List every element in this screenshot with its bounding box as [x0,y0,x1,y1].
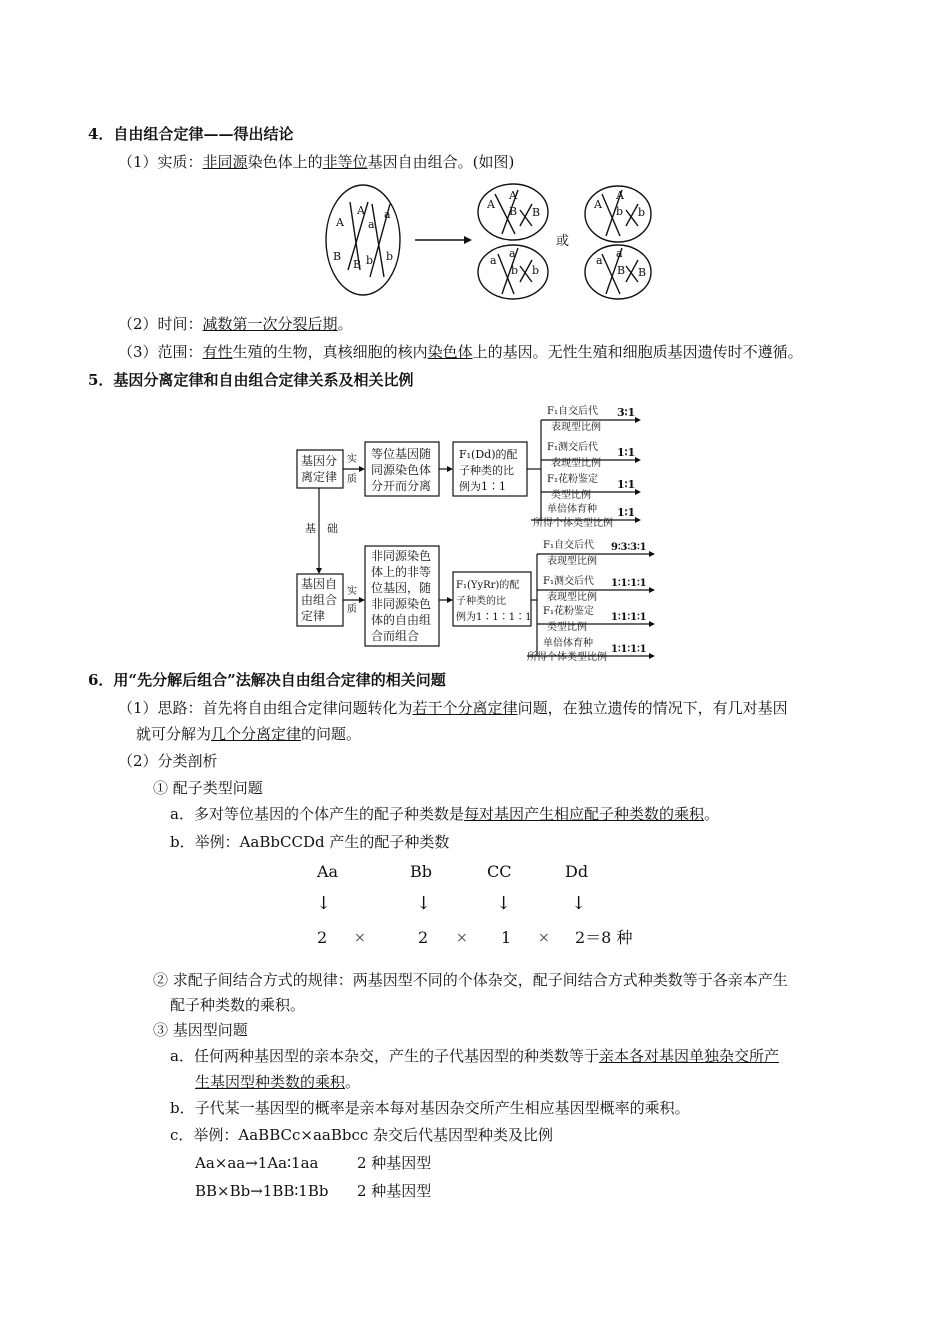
branch-label: 类型比例 [551,490,591,501]
blank-non-allelic: 非等位 [322,153,368,171]
text: 生殖的生物，真核细胞的核内 [232,343,428,361]
gene-label: a [596,254,603,267]
gene-label: A [357,204,365,217]
text: 问题，在独立遗传的情况下，有几对基因 [517,699,788,717]
branch-label: 单倍体育种 [543,638,593,649]
branch-label: 所得个体类型比例 [527,652,607,662]
count-value: 1 [501,928,512,947]
flow-text: 实 [347,454,357,465]
flow-text: 例为1∶1 [459,480,506,493]
essence-line [118,152,514,172]
gene-label: B [638,266,647,279]
gene-label: A [616,189,624,202]
ratio-value: 1∶1∶1∶1 [611,612,647,623]
down-arrow-icon: ↓ [571,893,587,914]
count-value: 2 [317,928,328,947]
blank-meiosis-stage: 减数第一次分裂后期 [202,315,338,333]
section-6-heading: 6．用“先分解后组合”法解决自由组合定律的相关问题 [88,671,446,689]
approach-line-2 [136,724,361,744]
down-arrow-icon: ↓ [316,893,332,914]
text: a．多对等位基因的个体产生的配子种类数是 [170,805,464,823]
combination-rule-line: ② 求配子间结合方式的规律：两基因型不同的个体杂交，配子间结合方式种类数等于各亲本产生 [153,971,788,989]
flow-text: 同源染色体 [371,463,432,477]
gene-pair: Bb [410,862,432,881]
down-arrow-icon: ↓ [496,893,512,914]
gene-label: a [509,247,516,260]
basis-label: 础 [327,522,338,535]
gene-pair: CC [487,862,512,881]
text: 。 [337,315,353,333]
text: a．任何两种基因型的亲本杂交，产生的子代基因型的种类数等于 [170,1047,599,1065]
classification-heading: （2）分类剖析 [118,752,218,770]
branch-label: F₁自交后代 [547,406,598,417]
branch-label: 单倍体育种 [547,504,597,515]
ratio-value: 1∶1∶1∶1 [611,578,647,589]
cross-row-aa: Aa×aa→1Aa∶1aa [195,1154,319,1172]
blank-genotype-product-2: 生基因型种类数的乘积 [195,1073,346,1091]
gene-pair: Dd [565,862,589,881]
blank-several-laws: 几个分离定律 [211,725,302,743]
gene-label: A [509,189,517,202]
flow-text: 子种类的比 [456,596,506,607]
flow-text: 质 [347,604,357,615]
basis-label: 基 [305,522,316,535]
gene-label: b [638,206,646,219]
times-sign: × [456,930,468,946]
ratio-value: 1∶1 [617,506,636,519]
branch-label: F₁花粉鉴定 [543,606,594,617]
text: 基因自由组合。(如图) [367,153,515,171]
branch-label: F₁测交后代 [543,576,594,587]
scope-label: （3）范围： [118,343,203,361]
branch-label: 表现型比例 [547,592,597,603]
gene-label: A [336,216,344,229]
time-label: （2）时间： [118,315,203,333]
blank-product-rule: 每对基因产生相应配子种类数的乘积 [463,805,704,823]
flow-text: 分开而分离 [371,479,432,493]
flow-text: 非同源染色 [371,597,432,611]
blank-several-segregation: 若干个分离定律 [412,699,518,717]
text: 的问题。 [301,725,362,743]
blank-genotype-product: 亲本各对基因单独杂交所产 [598,1047,779,1065]
branch-label: F₁自交后代 [543,540,594,551]
section-5-heading: 5．基因分离定律和自由组合定律关系及相关比例 [88,371,414,389]
blank-non-homologous: 非同源 [202,153,248,171]
essence-label: （1）实质： [118,153,203,171]
gamete-example-line: b．举例：AaBbCCDd 产生的配子种类数 [170,833,450,851]
branch-label: 表现型比例 [551,422,601,433]
flow-text: 离定律 [301,470,338,484]
text: 上的基因。无性生殖和细胞质基因遗传时不遵循。 [472,343,803,361]
gene-label: b [366,254,374,267]
flow-text: 例为1∶1∶1∶1 [456,612,532,623]
relationship-flowchart [295,402,665,662]
down-arrow-icon: ↓ [416,893,432,914]
gene-label: a [490,254,497,267]
gene-label: B [353,258,362,271]
gene-label: a [616,247,623,260]
branch-label: F₁测交后代 [547,442,598,453]
branch-label: 类型比例 [547,622,587,633]
cross-row-aa-types: 2 种基因型 [357,1154,432,1172]
genotype-heading: ③ 基因型问题 [153,1021,248,1039]
gene-pair: Aa [317,862,339,881]
gene-label: b [511,264,519,277]
branch-label: 表现型比例 [551,458,601,469]
combination-rule-line-2: 配子种类数的乘积。 [170,996,306,1014]
cross-row-bb-types: 2 种基因型 [357,1182,432,1200]
genotype-rule-a-2 [195,1072,360,1092]
flow-text: 实 [347,586,357,597]
times-sign: × [538,930,550,946]
cross-row-bb: BB×Bb→1BB∶1Bb [195,1182,329,1200]
ratio-value: 9∶3∶3∶1 [611,542,647,553]
genotype-rule-a [170,1046,779,1066]
gene-label: a [368,218,375,231]
text: 。 [703,805,719,823]
text: （1）思路：首先将自由组合定律问题转化为 [118,699,413,717]
branch-label: 表现型比例 [547,556,597,567]
or-label: 或 [556,234,570,249]
flow-text: 质 [347,474,357,485]
gamete-rule-line [170,804,719,824]
flow-text: 体上的非等 [371,565,432,579]
gene-label: B [532,206,541,219]
gene-label: B [617,264,626,277]
flow-text: 子种类的比 [459,464,514,477]
flow-text: 体的自由组 [371,613,432,627]
ratio-value: 1∶1 [617,478,636,491]
flow-text: 定律 [301,609,326,623]
blank-chromosome: 染色体 [427,343,473,361]
approach-line [118,698,788,718]
flow-text: F₁(YyRr)的配 [456,580,520,591]
text: 染色体上的 [247,153,323,171]
gene-label: b [386,250,394,263]
flow-text: 基因自 [301,577,338,591]
parent-cell [326,185,400,295]
gene-label: A [594,198,602,211]
section-4-heading: 4．自由组合定律——得出结论 [88,125,294,143]
gamete-type-heading: ① 配子类型问题 [153,779,263,797]
count-value: 2 [418,928,429,947]
flow-text: 位基因，随 [371,581,432,595]
time-line [118,314,353,334]
flow-text: 等位基因随 [371,447,432,461]
flow-text: F₁(Dd)的配 [459,448,518,461]
gene-label: B [509,205,518,218]
times-sign: × [354,930,366,946]
ratio-value: 3∶1 [617,406,636,419]
genotype-example-line: c．举例：AaBBCc×aaBbcc 杂交后代基因型种类及比例 [170,1126,554,1144]
gene-label: B [333,250,342,263]
chromosome-diagram [320,182,660,302]
flow-text: 合而组合 [371,629,420,643]
scope-line [118,342,803,362]
text: 。 [345,1073,361,1091]
flow-text: 非同源染色 [371,549,432,563]
gene-label: a [384,208,391,221]
branch-label: F₁花粉鉴定 [547,474,598,485]
flow-text: 由组合 [301,593,338,607]
branch-label: 所得个体类型比例 [533,518,613,529]
ratio-value: 1∶1∶1∶1 [611,644,647,655]
gene-label: A [487,198,495,211]
blank-sexual: 有性 [202,343,233,361]
text: 就可分解为 [136,725,212,743]
genotype-rule-b: b．子代某一基因型的概率是亲本每对基因杂交所产生相应基因型概率的乘积。 [170,1099,690,1117]
ratio-value: 1∶1 [617,446,636,459]
gene-label: b [616,205,624,218]
flow-text: 基因分 [301,454,338,468]
gene-label: b [532,264,540,277]
count-result: 2＝8 种 [575,928,633,947]
